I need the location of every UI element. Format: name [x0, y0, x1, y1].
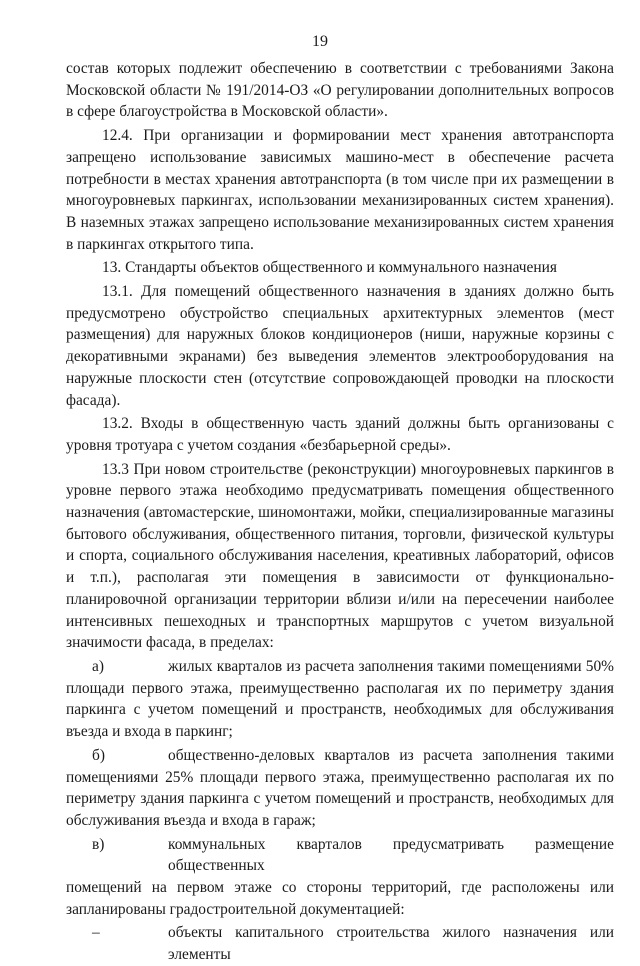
paragraph-12-4: 12.4. При организации и формировании мест хранения автотранспорта запрещено использование зависимых машино-мест в обеспечение расчета потребности в местах хранения автотранспорта (в том числе при их размещении в многоуровневых паркингах, использовании механизированных систем хранения). В наземных этажах запрещено использование механизированных систем хранения в паркингах открытого типа. — [66, 127, 614, 253]
list-item-a — [66, 656, 614, 743]
list-marker: в) — [92, 835, 105, 853]
dash-marker: – — [92, 924, 100, 942]
list-item-b — [66, 745, 614, 832]
paragraph-intro: состав которых подлежит обеспечению в соответствии с требованиями Закона Московской области № 191/2014-ОЗ «О регулировании дополнительных вопросов в сфере благоустройства в Московской области». — [66, 60, 614, 121]
list-marker: б) — [92, 746, 105, 764]
list-item-c — [66, 834, 614, 921]
list-item-first-line: коммунальных кварталов предусматривать размещение общественных — [168, 835, 614, 875]
dash-list-item — [66, 922, 614, 965]
paragraph-13-3: 13.3 При новом строительстве (реконструкции) многоуровневых паркингов в уровне первого этажа необходимо предусматривать помещения общественного назначения (автомастерские, шиномонтажи, мойки, специализированные магазины бытового обслуживания, общественного питания, торговли, физической культуры и спорта, социального обслуживания населения, креативных лабораторий, офисов и т.п.), располагая эти помещения в зависимости от функционально-планировочной организации территории вблизи и/или на пересечении наиболее интенсивных пешеходных и транспортных маршрутов с учетом визуальной значимости фасада, в пределах: — [66, 460, 614, 652]
section-heading-13: 13. Стандарты объектов общественного и коммунального назначения — [102, 259, 557, 277]
list-item-first-line: общественно-деловых кварталов из расчета заполнения такими — [168, 746, 614, 764]
list-item-first-line: жилых кварталов из расчета заполнения такими помещениями 50% — [168, 657, 614, 675]
list-item-continuation: помещений на первом этаже со стороны территорий, где расположены или запланированы градостроительной документацией: — [66, 879, 614, 918]
paragraph-13-2: 13.2. Входы в общественную часть зданий должны быть организованы с уровня тротуара с учетом создания «безбарьерной среды». — [66, 415, 614, 454]
paragraph-13-1: 13.1. Для помещений общественного назначения в зданиях должно быть предусмотрено обустройство специальных архитектурных элементов (мест размещения) для наружных блоков кондиционеров (ниши, наружные корзины с декоративными экранами) без выведения элементов электрооборудования на наружные плоскости стен (отсутствие сопровождающей проводки на плоскости фасада). — [66, 283, 614, 409]
page-number: 19 — [312, 33, 328, 50]
list-item-continuation: площади первого этажа, преимущественно располагая их по периметру здания паркинга с учетом помещений и пространств, необходимых для обслуживания въезда и входа в паркинг; — [66, 679, 614, 741]
list-marker: а) — [92, 657, 104, 675]
list-item-continuation: помещениями 25% площади первого этажа, преимущественно располагая их по периметру здания паркинга с учетом помещений и пространств, необходимых для обслуживания въезда и входа в гараж; — [66, 768, 614, 829]
document-body — [66, 58, 614, 966]
dash-item-text: объекты капитального строительства жилого назначения или элементы — [168, 924, 614, 964]
